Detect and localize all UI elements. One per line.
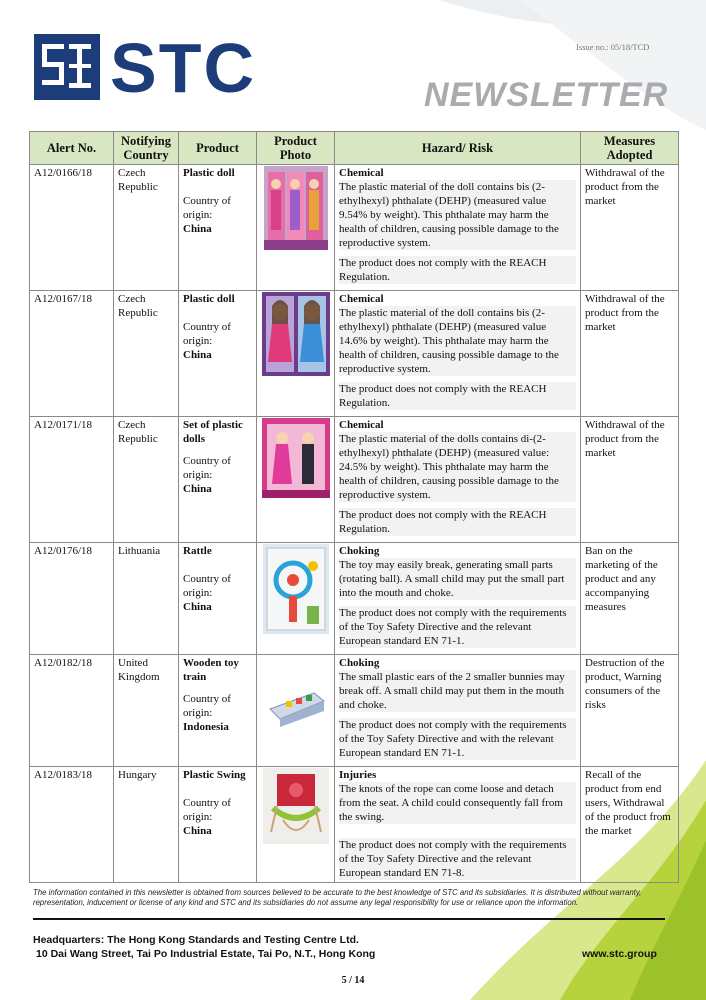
doll-box-photo [264,166,328,250]
notifying-country: Czech Republic [114,165,179,291]
notifying-country: United Kingdom [114,655,179,767]
product-cell [179,655,257,767]
product-name: Set of plastic dolls [183,419,243,445]
alert-number: A12/0166/18 [30,165,114,291]
origin-label: Country of origin: [183,797,231,823]
product-name: Plastic doll [183,167,235,179]
page-number: 5 / 14 [341,975,365,986]
hazard-type: Choking [339,657,380,669]
origin-label: Country of origin: [183,321,231,347]
table-row [30,417,679,543]
product-photo [257,165,335,291]
alert-number: A12/0167/18 [30,291,114,417]
alert-number: A12/0182/18 [30,655,114,767]
alert-number: A12/0171/18 [30,417,114,543]
header-hazard: Hazard/ Risk [335,132,581,165]
stc-logo-mark [34,34,100,100]
doll-set-photo [262,418,330,498]
table-row [30,291,679,417]
disclaimer: The information contained in this newsletter is obtained from sources believed to be accurate to the best knowledge of STC and its subsidiaries. It is distributed without warranty, representation, inducement or license of any kind and STC and its subsidiaries do not assume any legal responsibility for use or reliance upon the information. [33,888,642,907]
product-cell [179,543,257,655]
hazard-type: Injuries [339,769,377,781]
headquarters-address: 10 Dai Wang Street, Tai Po Industrial Estate, Tai Po, N.T., Hong Kong [36,948,376,960]
product-cell [179,165,257,291]
table-row [30,165,679,291]
compliance-note: The product does not comply with the requirements of the Toy Safety Directive and with the relevant European standard EN 71-1. [339,718,576,760]
hazard-type: Choking [339,545,380,557]
compliance-note: The product does not comply with the REACH Regulation. [339,256,576,284]
hazard-cell [335,543,581,655]
hazard-cell [335,767,581,883]
hazard-description: The knots of the rope can come loose and detach from the seat. A child could consequently fall from the swing. [339,782,576,824]
product-cell [179,291,257,417]
footer-divider [33,918,665,920]
origin-label: Country of origin: [183,455,231,481]
table-header-row [30,132,679,165]
product-name: Plastic doll [183,293,235,305]
origin-country: China [183,483,212,495]
hazard-description: The toy may easily break, generating small parts (rotating ball). A small child may put the small part into the mouth and choke. [339,558,576,600]
notifying-country: Czech Republic [114,417,179,543]
alert-number: A12/0176/18 [30,543,114,655]
compliance-note: The product does not comply with the requirements of the Toy Safety Directive and the relevant European standard EN 71-1. [339,606,576,648]
header-product: Product [179,132,257,165]
plastic-swing-photo [263,768,329,844]
product-photo [257,767,335,883]
hazard-description: The plastic material of the doll contains bis (2-ethylhexyl) phthalate (DEHP) (measured value 14.6% by weight). This phthalate may harm the health of children, causing possible damage to the reproductive system. [339,306,576,376]
measures-adopted: Withdrawal of the product from the market [581,291,679,417]
hazard-description: The plastic material of the dolls contains di-(2-ethylhexyl) phthalate (DEHP) (measured value: 24.5% by weight). This phthalate may harm the health of children, causing possible damage to the reproductive system. [339,432,576,502]
notifying-country: Lithuania [114,543,179,655]
hazard-cell [335,291,581,417]
header-country: Notifying Country [114,132,179,165]
measures-adopted: Withdrawal of the product from the market [581,165,679,291]
product-name: Wooden toy train [183,657,239,683]
product-photo [257,543,335,655]
table-row [30,543,679,655]
origin-label: Country of origin: [183,693,231,719]
stc-logo-text: STC [110,29,256,107]
rattle-photo [263,544,329,634]
product-name: Rattle [183,545,212,557]
measures-adopted: Destruction of the product, Warning consumers of the risks [581,655,679,767]
product-name: Plastic Swing [183,769,246,781]
hazard-type: Chemical [339,419,384,431]
header-photo: Product Photo [257,132,335,165]
origin-label: Country of origin: [183,195,231,221]
product-photo [257,417,335,543]
product-photo [257,655,335,767]
alert-number: A12/0183/18 [30,767,114,883]
alerts-table [29,131,679,883]
origin-country: China [183,601,212,613]
table-row [30,655,679,767]
measures-adopted: Recall of the product from end users, Withdrawal of the product from the market [581,767,679,883]
header-alert-no: Alert No. [30,132,114,165]
hazard-cell [335,655,581,767]
product-photo [257,291,335,417]
issue-number: Issue no.: 05/18/TCD [576,42,650,52]
origin-label: Country of origin: [183,573,231,599]
hazard-description: The small plastic ears of the 2 smaller bunnies may break off. A small child may put them in the mouth and choke. [339,670,576,712]
origin-country: China [183,825,212,837]
newsletter-title: NEWSLETTER [424,76,669,114]
notifying-country: Czech Republic [114,291,179,417]
table-row [30,767,679,883]
measures-adopted: Ban on the marketing of the product and any accompanying measures [581,543,679,655]
notifying-country: Hungary [114,767,179,883]
headquarters-name: Headquarters: The Hong Kong Standards and Testing Centre Ltd. [33,934,359,946]
origin-country: China [183,223,212,235]
product-cell [179,417,257,543]
doll-pair-photo [262,292,330,376]
hazard-description: The plastic material of the doll contains bis (2-ethylhexyl) phthalate (DEHP) (measured value 9.54% by weight). This phthalate may harm the health of children, causing possible damage to the reproductive system. [339,180,576,250]
hazard-type: Chemical [339,293,384,305]
product-cell [179,767,257,883]
origin-country: China [183,349,212,361]
compliance-note: The product does not comply with the requirements of the Toy Safety Directive and the relevant European standard EN 71-8. [339,838,576,880]
hazard-cell [335,165,581,291]
toy-train-photo [266,689,326,729]
website-link[interactable]: www.stc.group [582,948,657,960]
hazard-cell [335,417,581,543]
compliance-note: The product does not comply with the REACH Regulation. [339,382,576,410]
header-measures: Measures Adopted [581,132,679,165]
compliance-note: The product does not comply with the REACH Regulation. [339,508,576,536]
measures-adopted: Withdrawal of the product from the market [581,417,679,543]
hazard-type: Chemical [339,167,384,179]
origin-country: Indonesia [183,721,229,733]
